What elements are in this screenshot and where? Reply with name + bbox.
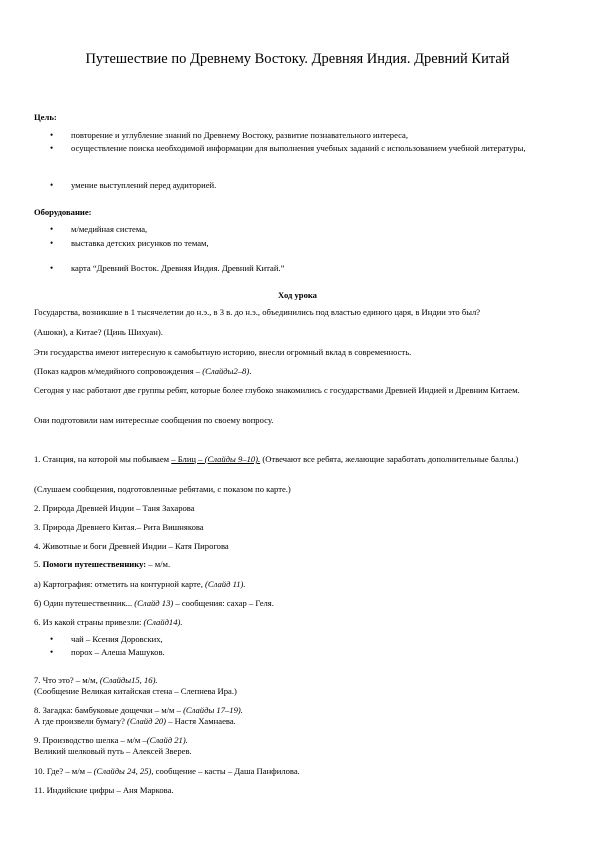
- blitz-label: – Блиц –: [171, 454, 205, 464]
- station-11: 11. Индийские цифры – Аня Маркова.: [34, 785, 174, 795]
- station-6: [34, 617, 183, 627]
- equipment-item: м/медийная система,: [71, 224, 148, 234]
- text-span: – м/м.: [146, 559, 171, 569]
- slide-ref: (Слайд 20): [127, 716, 167, 726]
- list-item: порох – Алеша Машуков.: [71, 647, 165, 657]
- station-2: 2. Природа Древней Индии – Таня Захарова: [34, 503, 195, 513]
- goal-item: повторение и углубление знаний по Древнему Востоку, развитие познавательного интереса,: [71, 130, 409, 140]
- bold-span: Помоги путешественнику:: [42, 559, 147, 569]
- station-7: [34, 675, 158, 685]
- text-span: 1. Станция, на которой мы побываем: [34, 454, 172, 464]
- station-9-note: Великий шелковый путь – Алексей Зверев.: [34, 746, 192, 756]
- text-span: 10. Где? – м/м –: [34, 766, 94, 776]
- goal-item: осуществление поиска необходимой информации для выполнения учебных заданий с использованием учебной литературы,: [71, 143, 526, 153]
- lesson-paragraph: Сегодня у нас работают две группы ребят, которые более глубоко знакомились с государствами Древней Индией и Древним Китаем.: [34, 385, 520, 395]
- station-note: (Слушаем сообщения, подготовленные ребятами, с показом по карте.): [34, 484, 291, 494]
- lesson-paragraph: [34, 366, 251, 376]
- slide-ref: (Слайд 11).: [205, 579, 246, 589]
- slide-ref: (Слайды 24, 25): [93, 766, 152, 776]
- slide-ref: (Слайды 9–10).: [204, 454, 261, 464]
- text-span: – сообщения: сахар – Геля.: [173, 598, 274, 608]
- list-item: чай – Ксения Доровских,: [71, 634, 163, 644]
- text-span: а) Картография: отметить на контурной карте,: [34, 579, 206, 589]
- station-9: [34, 735, 188, 745]
- lesson-paragraph: Эти государства имеют интересную к самобытную историю, внесли огромный вклад в современность.: [34, 347, 412, 357]
- lesson-paragraph: Они подготовили нам интересные сообщения по своему вопросу.: [34, 415, 274, 425]
- text-span: 5.: [34, 559, 43, 569]
- station-8: [34, 705, 243, 715]
- text-span: 9. Производство шелка – м/м –: [34, 735, 147, 745]
- station-5b: [34, 598, 274, 608]
- slide-ref: (Слайды2–8): [202, 366, 250, 376]
- text-span: 7. Что это? – м/м,: [34, 675, 100, 685]
- station-3: 3. Природа Древнего Китая.– Рита Вишнякова: [34, 522, 204, 532]
- slide-ref: (Слайды15, 16).: [99, 675, 158, 685]
- goal-heading: Цель:: [34, 112, 57, 122]
- lesson-heading: Ход урока: [278, 290, 317, 300]
- bullet-icon: •: [50, 180, 54, 190]
- station-4: 4. Животные и боги Древней Индии – Катя Пирогова: [34, 541, 229, 551]
- text-span: 8. Загадка: бамбуковые дощечки – м/м –: [34, 705, 184, 715]
- station-5a: [34, 579, 246, 589]
- bullet-icon: •: [50, 224, 54, 234]
- text-span: (Показ кадров м/медийного сопровождения –: [34, 366, 203, 376]
- text-span: 6. Из какой страны привезли:: [34, 617, 144, 627]
- station-10: [34, 766, 300, 776]
- page-title: Путешествие по Древнему Востоку. Древняя Индия. Древний Китай: [85, 51, 510, 67]
- goal-item: умение выступлений перед аудиторией.: [71, 180, 217, 190]
- equipment-item: выставка детских рисунков по темам,: [71, 238, 209, 248]
- slide-ref: (Слайды 17–19).: [183, 705, 243, 715]
- bullet-icon: •: [50, 238, 54, 248]
- station-7-note: (Сообщение Великая китайская стена – Слепнева Ира.): [34, 686, 237, 696]
- slide-ref: (Слайд 21).: [146, 735, 188, 745]
- slide-ref: (Слайд 13): [134, 598, 174, 608]
- text-span: (Отвечают все ребята, желающие заработать дополнительные баллы.): [260, 454, 519, 464]
- lesson-paragraph: (Ашоки), а Китае? (Цинь Шихуан).: [34, 327, 163, 337]
- slide-ref: (Слайд14).: [143, 617, 183, 627]
- station-1: [34, 454, 554, 464]
- text-span: А где произвели бумагу?: [34, 716, 128, 726]
- text-span: , сообщение – касты – Даша Панфилова.: [151, 766, 300, 776]
- text-span: б) Один путешественник...: [34, 598, 135, 608]
- equipment-item: карта “Древний Восток. Древняя Индия. Древний Китай.”: [71, 263, 285, 273]
- station-8-question: [34, 716, 236, 726]
- bullet-icon: •: [50, 634, 54, 644]
- equipment-heading: Оборудование:: [34, 207, 92, 217]
- text-span: .: [249, 366, 252, 376]
- bullet-icon: •: [50, 143, 54, 153]
- lesson-paragraph: Государства, возникшие в 1 тысячелетии до н.э., в 3 в. до н.э., объединились под властью единого царя, в Индии это был?: [34, 307, 481, 317]
- bullet-icon: •: [50, 130, 54, 140]
- station-5: [34, 559, 170, 569]
- bullet-icon: •: [50, 647, 54, 657]
- text-span: – Настя Хамнаева.: [166, 716, 236, 726]
- bullet-icon: •: [50, 263, 54, 273]
